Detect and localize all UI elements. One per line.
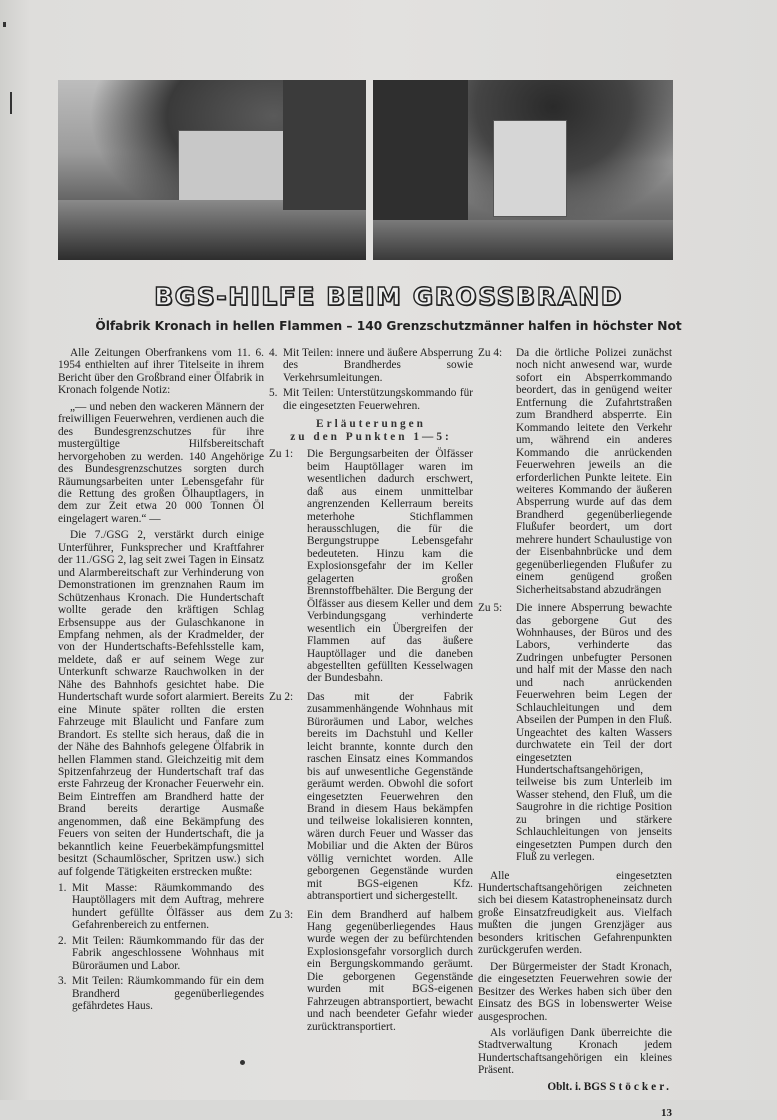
list-text: Mit Teilen: Räumkommando für das der Fabrik angeschlossene Wohnhaus mit Büroräumen und Labor. [72, 934, 264, 972]
list-number: 1. [58, 882, 67, 895]
explanation-text: Das mit der Fabrik zusammenhängende Wohnhaus mit Büroräumen und Labor, welches bereits im Dachstuhl und Keller leicht brannte, konnte durch den raschen Einsatz eines Kommandos bis auf unwesentliche Gegenstände geräumt werden. Obwohl die sofort eingesetzten Feuerwehren den Brand in diesem Haus bekämpfen und teilweise lokalisieren konnten, wären durch Feuer und Wasser das Mobiliar und die Akten der Büros völlig vernichtet worden. Alle geborgenen Gegenstände wurden mit BGS-eigenen Kfz. abtransportiert und sichergestellt. [307, 690, 473, 903]
ground-shape [373, 220, 673, 260]
list-number: 5. [269, 387, 278, 400]
list-number: 3. [58, 975, 67, 988]
author-signature [478, 1081, 672, 1093]
explanation-item [478, 602, 672, 864]
author-rank: Oblt. i. BGS [547, 1080, 607, 1093]
list-item [58, 975, 264, 1012]
column-2 [269, 347, 473, 1039]
author-name: Stöcker. [609, 1080, 672, 1093]
scan-mark [10, 92, 12, 114]
paragraph: Alle Zeitungen Oberfrankens vom 11. 6. 1954 enthielten auf ihrer Titelseite in ihrem Bericht über den Großbrand einer Ölfabrik in Kronach folgende Notiz: [58, 347, 264, 397]
list-text: Mit Teilen: Unterstützungskommando für die eingesetzten Feuerwehren. [283, 387, 473, 412]
explanation-item [269, 909, 473, 1034]
list-item [269, 347, 473, 384]
ink-spot [240, 1060, 245, 1065]
column-1 [58, 347, 264, 1016]
explanation-text: Die innere Absperrung bewachte das geborgene Gut des Wohnhauses, der Büros und des Labors, verhinderte das Zudringen unbefugter Personen und half mit der Masse den nach und nach anrückenden Feuerwehren beim Legen der Schlauchleitungen und dem Abseilen der Pumpen in den Fluß. Ungeachtet des kalten Wassers durchwatete ein Teil der dort eingesetzten Hundertschaftsangehörigen, teilweise bis zum Unterleib im Wasser stehend, den Fluß, um die Saugrohre in die richtige Position zu bringen und stärkere Schlauchleitungen von jenseits eingesetzten Pumpen durch den Fluß zu verlegen. [516, 602, 672, 864]
article-subtitle: Ölfabrik Kronach in hellen Flammen – 140 Grenzschutzmänner halfen in höchster Not [95, 319, 682, 333]
explanation-text: Die Bergungsarbeiten der Ölfässer beim Hauptöllager waren im wesentlichen dadurch erschwert, daß aus einem unmittelbar angrenzenden Kellerraum bereits meterhohe Stichflammen herausschlugen, die für die Bergungstruppe Lebensgefahr bedeuteten. Hinzu kam die Explosionsgefahr der im Keller gelagerten großen Brennstoffbehälter. Die Bergung der Ölfässer aus diesem Keller und dem Verbindungsgang verhinderte wesentlich ein Übergreifen der Flammen auf das äußere Hauptöllager und die daneben abgestellten gefüllten Kesselwagen der Bundesbahn. [307, 448, 473, 685]
paragraph: Die 7./GSG 2, verstärkt durch einige Unterführer, Funksprecher und Kraftfahrer der 11./GSG 2, lag seit zwei Tagen in Einsatz und Alarmbereitschaft zur Verhinderung von Demonstrationen im grenznahen Raum im Schützenhaus Kronach. Die Hundertschaft wollte gerade den kräftigen Schlag Erbsensuppe aus der Gulaschkanone in Empfang nehmen, als der Kradmelder, der von der Hundertschafts-Befehlsstelle kam, meldete, daß er auf seinem Wege zur Unterkunft schwarze Rauchwolken in der Nähe des Bahnhofs gesichtet habe. Die Hundertschaft wurde sofort alarmiert. Bereits eine Minute später rollten die ersten Fahrzeuge mit Blaulicht und Fanfare zum Brandort. Es stellte sich heraus, daß die in der Nähe des Bahnhofs gelegene Ölfabrik in hellen Flammen stand. Gleichzeitig mit dem Spitzenfahrzeug der Hundertschaft traf das erste Fahrzeug der Kronacher Feuerwehr ein. Beim Eintreffen am Brandherd hatte der Brand bereits derartige Ausmaße angenommen, daß eine Bekämpfung des Feuers von seiten der Hundertschaft, die ja bekanntlich keine Feuerbekämpfungsmittel besitzt (Schaumlöscher, Spritzen usw.) sich auf folgende Tätigkeiten erstrecken mußte: [58, 529, 264, 878]
explanation-item [269, 691, 473, 903]
list-item [58, 882, 264, 932]
list-text: Mit Teilen: Räumkommando für ein dem Brandherd gegenüberliegendes gefährdetes Haus. [72, 975, 264, 1013]
paragraph: Alle eingesetzten Hundertschaftsangehörigen zeichneten sich bei diesem Katastropheneinsatz durch große Einsatzfreudigkeit aus. Vielfach mußten die jungen Grenzjäger aus besonders kritischen Gefahrenpunkten zurückgerufen werden. [478, 869, 672, 957]
explanation-label: Zu 2: [269, 690, 294, 703]
paragraph: Als vorläufigen Dank überreichte die Stadtverwaltung Kronach jedem Hundertschaftsangehörigen ein kleines Präsent. [478, 1027, 672, 1077]
quote-paragraph: „— und neben den wackeren Männern der freiwilligen Feuerwehren, verdienen auch die des Bundesgrenzschutzes für ihre mustergültige Hilfsbereitschaft hervorgehoben zu werden. 140 Angehörige des Bundesgrenzschutzes sorgten durch Räumungsarbeiten unter Lebensgefahr für die Rettung des großen Ölhauptlagers, in dem zur Zeit etwa 20 000 Tonnen Öl eingelagert waren.“ — [58, 400, 264, 525]
heading-line: Erläuterungen [316, 418, 426, 431]
article-title: BGS-HILFE BEIM GROSSBRAND [154, 282, 623, 311]
photo-factory-fire [58, 80, 366, 260]
explanation-text: Da die örtliche Polizei zunächst noch nicht anwesend war, wurde sofort ein Absperrkommando beordert, das in genügend weiter Entfernung die Zufahrtstraßen zum Brandherd absperrte. Ein Kommando leitete den Verkehr um, während ein anderes Kommando die anrückenden Feuerwehren jeweils an die erforderlichen Punkte leitete. Ein weiteres Kommando der äußeren Absperrung wurde auf das dem Brandherd gegenüberliegende Flußufer beordert, um dort mehrere hundert Schaulustige von der Eisenbahnbrücke und dem gegenüberliegenden Flußufer zu einem genügend großen Sicherheitsabstand abzudrängen [516, 347, 672, 596]
list-number: 4. [269, 347, 278, 359]
tree-shape [283, 80, 366, 210]
explanation-item [478, 347, 672, 596]
photo-house-smoke [373, 80, 673, 260]
list-text: Mit Masse: Räumkommando des Hauptöllagers mit dem Auftrag, mehrere hundert gefüllte Ölfässer aus dem Gefahrenbereich zu entfernen. [72, 882, 264, 932]
scan-mark [3, 22, 6, 27]
paragraph: Der Bürgermeister der Stadt Kronach, die eingesetzten Feuerwehren sowie der Besitzer des Werkes haben sich über den Einsatz des BGS in lobenswerter Weise ausgesprochen. [478, 960, 672, 1023]
explanation-label: Zu 1: [269, 448, 294, 461]
explanation-label: Zu 4: [478, 347, 503, 359]
list-text: Mit Teilen: innere und äußere Absperrung des Brandherdes sowie Verkehrsumleitungen. [283, 347, 473, 384]
list-item [58, 935, 264, 972]
list-item [269, 387, 473, 412]
column-3 [478, 347, 672, 1120]
building-shape [178, 130, 300, 207]
section-heading [269, 418, 473, 444]
explanation-label: Zu 3: [269, 908, 294, 921]
list-number: 2. [58, 934, 67, 947]
heading-line: zu den Punkten 1—5: [290, 431, 452, 444]
house-shape [493, 120, 567, 217]
explanation-text: Ein dem Brandherd auf halbem Hang gegenüberliegendes Haus wurde wegen der zu befürchtenden Explosionsgefahr vorsorglich durch ein Bergungskommando geräumt. Die geborgenen Gegenstände wurden mit BGS-eigenen Fahrzeugen abtransportiert, bewacht und nach beendeter Gefahr wieder zurücktransportiert. [307, 908, 473, 1033]
explanation-label: Zu 5: [478, 602, 503, 615]
page-number: 13 [661, 1107, 672, 1120]
explanation-item [269, 448, 473, 685]
